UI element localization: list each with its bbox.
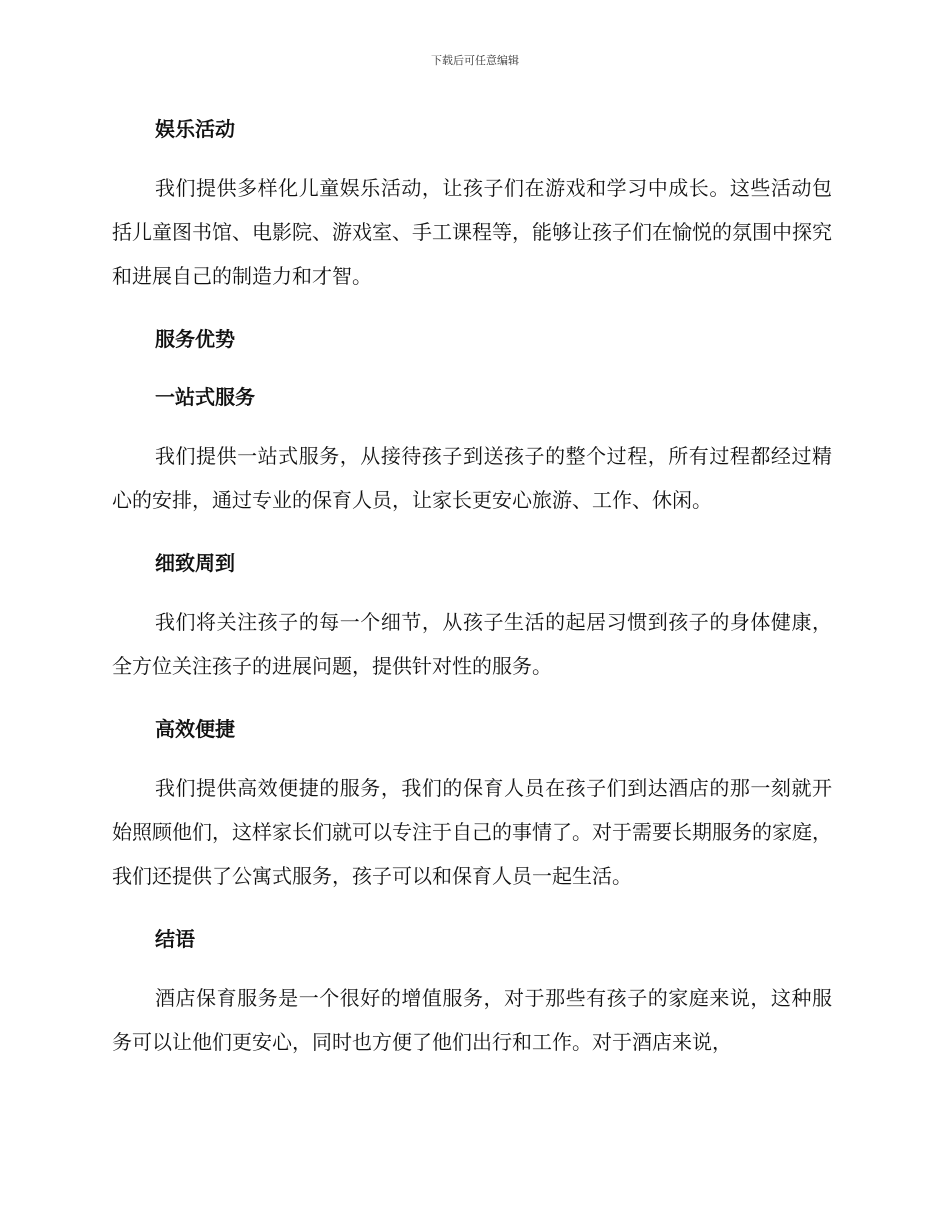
section-paragraph-one-stop: 我们提供一站式服务，从接待孩子到送孩子的整个过程，所有过程都经过精心的安排，通过专业的保育人员，让家长更安心旅游、工作、休闲。 xyxy=(112,444,832,512)
document-body xyxy=(112,112,832,1064)
page-header: 下载后可任意编辑 xyxy=(431,54,519,67)
section-paragraph-entertainment: 我们提供多样化儿童娱乐活动，让孩子们在游戏和学习中成长。这些活动包括儿童图书馆、电影院、游戏室、手工课程等，能够让孩子们在愉悦的氛围中探究和进展自己的制造力和才智。 xyxy=(112,176,832,288)
section-heading-conclusion: 结语 xyxy=(155,927,195,951)
section-paragraph-efficient: 我们提供高效便捷的服务，我们的保育人员在孩子们到达酒店的那一刻就开始照顾他们，这样家长们就可以专注于自己的事情了。对于需要长期服务的家庭，我们还提供了公寓式服务，孩子可以和保育人员一起生活。 xyxy=(112,776,832,888)
section-heading-entertainment: 娱乐活动 xyxy=(155,117,235,141)
section-paragraph-attentive: 我们将关注孩子的每一个细节，从孩子生活的起居习惯到孩子的身体健康，全方位关注孩子的进展问题，提供针对性的服务。 xyxy=(112,610,832,678)
section-paragraph-conclusion: 酒店保育服务是一个很好的增值服务，对于那些有孩子的家庭来说，这种服务可以让他们更安心，同时也方便了他们出行和工作。对于酒店来说， xyxy=(112,986,832,1054)
section-heading-service-advantages: 服务优势 xyxy=(155,327,235,351)
section-heading-attentive: 细致周到 xyxy=(155,551,235,575)
section-heading-one-stop: 一站式服务 xyxy=(155,385,255,409)
section-heading-efficient: 高效便捷 xyxy=(155,717,235,741)
